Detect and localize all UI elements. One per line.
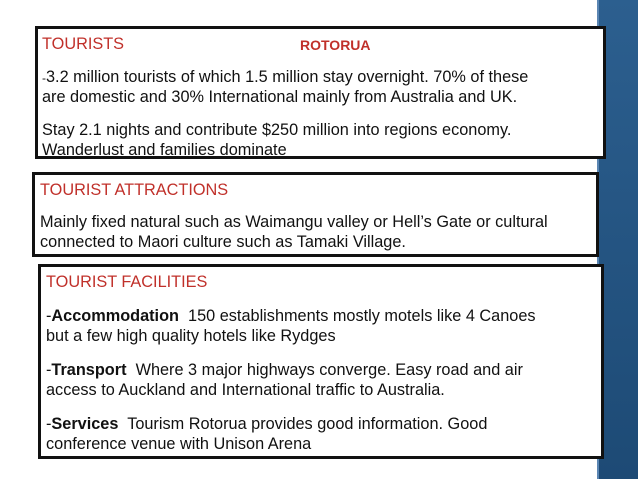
transport-line1: -Transport Where 3 major highways converge. Easy road and air bbox=[46, 361, 523, 379]
tourists-para2-line1: Stay 2.1 nights and contribute $250 million into regions economy. bbox=[42, 121, 512, 139]
tourists-para1-line1: -3.2 million tourists of which 1.5 million stay overnight. 70% of these bbox=[42, 68, 529, 86]
attractions-line1: Mainly fixed natural such as Waimangu valley or Hell’s Gate or cultural bbox=[40, 213, 548, 231]
tourists-para2-line2: Wanderlust and families dominate bbox=[42, 141, 287, 159]
tourists-para1-line2: are domestic and 30% International mainly from Australia and UK. bbox=[42, 88, 518, 106]
attractions-line2: connected to Maori culture such as Tamaki Village. bbox=[40, 233, 406, 251]
accommodation-label: Accommodation bbox=[51, 307, 179, 325]
transport-line2: access to Auckland and International traffic to Australia. bbox=[46, 381, 445, 399]
tourists-heading: TOURISTS bbox=[42, 35, 125, 53]
bullet-dash: - bbox=[42, 71, 46, 85]
services-line1: -Services Tourism Rotorua provides good information. Good bbox=[46, 415, 488, 433]
rotorua-label: ROTORUA bbox=[300, 37, 371, 53]
attractions-heading: TOURIST ATTRACTIONS bbox=[40, 181, 229, 199]
accommodation-line2: but a few high quality hotels like Rydges bbox=[46, 327, 336, 345]
transport-label: Transport bbox=[51, 361, 127, 379]
facilities-heading: TOURIST FACILITIES bbox=[46, 273, 208, 291]
services-label: Services bbox=[51, 415, 119, 433]
accommodation-line1: -Accommodation 150 establishments mostly motels like 4 Canoes bbox=[46, 307, 536, 325]
services-line2: conference venue with Unison Arena bbox=[46, 435, 312, 453]
